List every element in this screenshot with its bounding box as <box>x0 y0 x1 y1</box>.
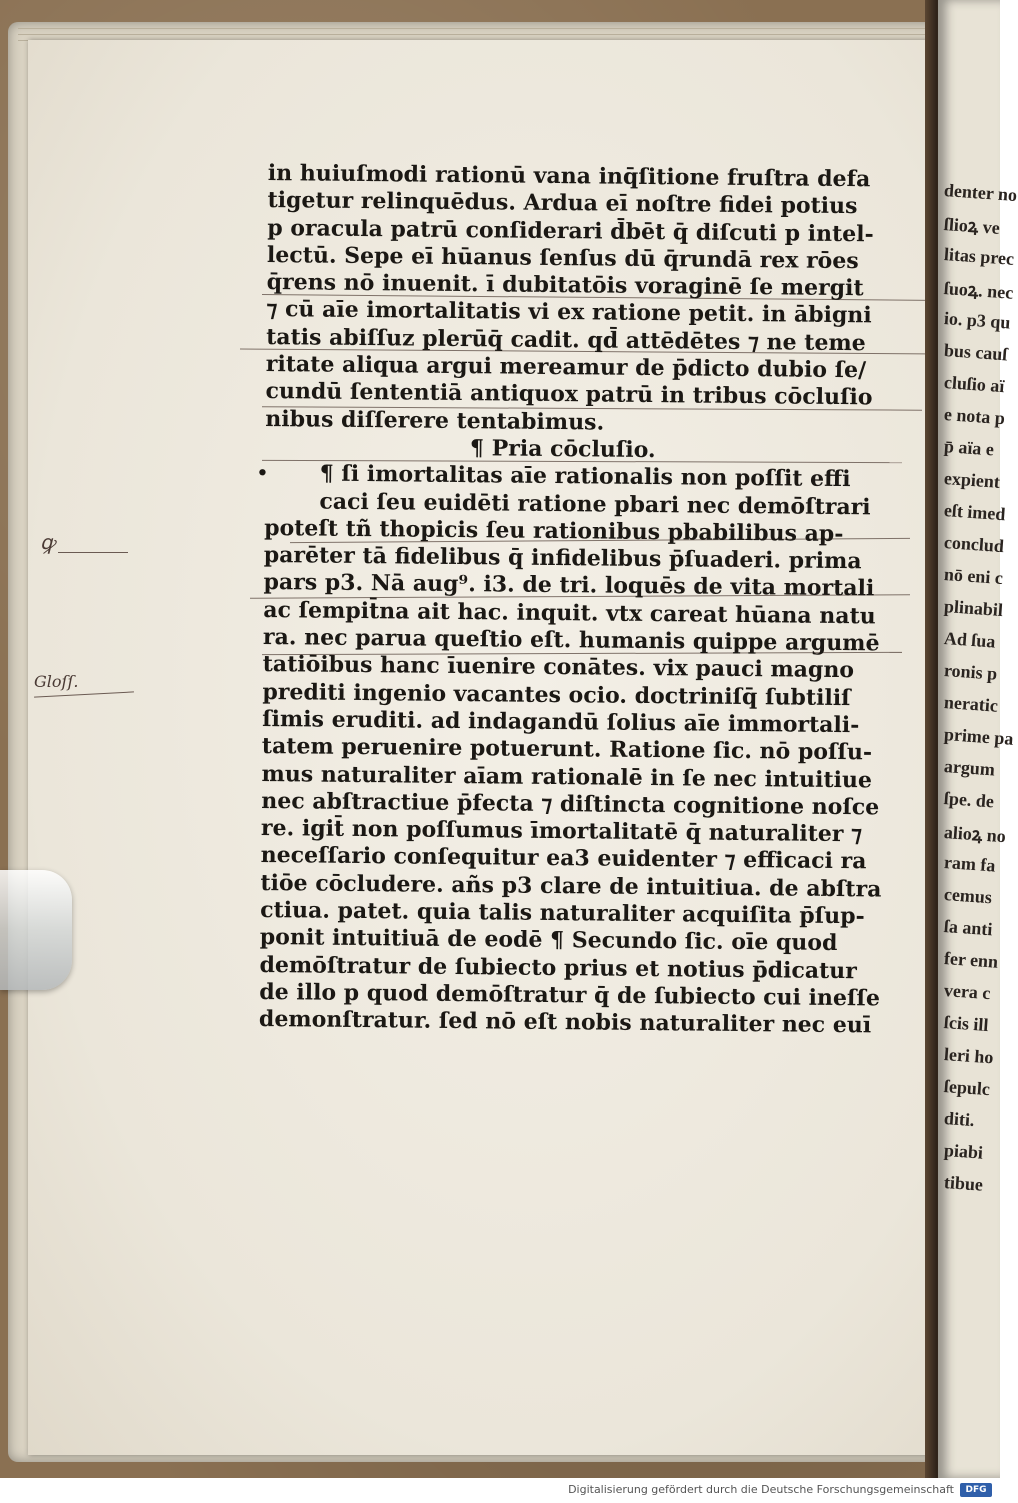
text-line: q̄rens nō inuenit. ī dubitatōis voraginē ſe mergit <box>266 269 864 302</box>
text-line: poteſt tñ thopicis ſeu rationibus pbabilibus ap- <box>264 514 844 547</box>
facing-page-line: fer enn <box>943 948 999 972</box>
text-line: ritate aliqua argui mereamur de p̄dicto dubio ſe/ <box>265 351 867 384</box>
facing-page-line: Ad ſua <box>943 628 997 652</box>
text-line: de illo p quod demōſtratur q̄ de ſubiecto cui ineſſe <box>259 978 881 1012</box>
facing-page-line: argum <box>943 756 996 780</box>
text-line: re. igit̄ non poſſumus īmortalitatē q̄ naturaliter ⁊ <box>260 815 863 848</box>
text-line: mus naturaliter aīam rationalē in ſe nec intuitiue <box>261 760 873 793</box>
text-line: caci ſeu euidēti ratione pbari nec demōſtrari <box>319 488 871 520</box>
page-clip <box>0 870 72 990</box>
facing-page-line: ronis p <box>943 660 998 684</box>
bullet-mark: • <box>256 463 269 485</box>
text-line: ac ſempit̄na ait hac. inquit. vtx careat hūana natu <box>263 596 876 630</box>
margin-note-1: ꝙ <box>40 530 56 554</box>
text-line: tigetur relinquēdus. Ardua eī noſtre fidei potius <box>267 187 858 220</box>
facing-page-line: alioꝝ no <box>943 822 1007 847</box>
footer-credit: Digitalisierung gefördert durch die Deutsche Forschungsgemeinschaft <box>568 1483 954 1496</box>
text-line: pars p3. Nā aug⁹. i3. de tri. loquēs de vita mortali <box>263 569 875 602</box>
text-line: ponit intuitiuā de eodē ¶ Secundo ſic. oīe quod <box>259 924 838 957</box>
facing-page-line: ſa anti <box>943 916 994 940</box>
facing-page-line: leri ho <box>943 1044 995 1068</box>
facing-page-line: cemus <box>943 884 993 908</box>
facing-page-line: vera c <box>943 980 992 1004</box>
text-line: lectū. Sepe eī hūanus ſenſus dū q̄rundā rex rōes <box>266 241 859 275</box>
facing-page-line: plinabil <box>943 596 1004 621</box>
text-line: ⁊ cū aīe imortalitatis vi ex ratione petit. in ābigni <box>266 296 872 329</box>
facing-page-line: piabi <box>943 1140 984 1163</box>
text-line: ctiua. patet. quia talis naturaliter acquiſita p̄ſup- <box>260 896 865 930</box>
facing-page-line: diti. <box>943 1108 976 1131</box>
text-line: prediti ingenio vacantes ocio. doctriniſq̄ ſubtiliſ <box>262 678 851 711</box>
facing-page-line: nō eni c <box>943 564 1004 589</box>
text-line: tatis abiſſuz plerūq̄ cadit. qd̄ attēdētes ⁊ ne teme <box>266 323 866 357</box>
margin-stroke-1 <box>58 552 128 553</box>
facing-page-line: tibue <box>943 1172 984 1195</box>
dfg-logo: DFG <box>960 1483 992 1497</box>
footer-bar <box>0 1478 1000 1503</box>
text-line-content: ¶ ſi imortalitas aīe rationalis non poſſit effi <box>319 460 851 493</box>
text-line: in huiuſmodi rationū vana inq̄ſitione fruſtra defa <box>267 160 871 193</box>
facing-page-line: ſcis ill <box>943 1012 990 1036</box>
facing-page-line: bus cauſ <box>943 340 1009 365</box>
section-heading: ¶ Pria cōcluſio. <box>469 435 656 464</box>
facing-page-line: io. p3 qu <box>943 308 1012 333</box>
facing-page-line: ſlioꝝ ve <box>943 214 1001 238</box>
text-line: parēter tā fidelibus q̄ infidelibus p̄ſuaderi. prima <box>263 542 862 575</box>
text-line: tatiōibus hanc īuenire conātes. vix pauci magno <box>262 651 855 684</box>
facing-page-line: e nota p <box>943 404 1006 429</box>
text-line: demōſtratur de ſubiecto prius et notius p̄dicatur <box>259 951 857 984</box>
facing-page-line: prime pa <box>943 724 1015 749</box>
facing-page-line: ſepulc <box>943 1076 991 1100</box>
facing-page-line: conclud <box>943 532 1005 557</box>
facing-page-line: eſt imed <box>943 500 1007 525</box>
text-line: ra. nec parua queſtio eſt. humanis quippe argumē <box>262 624 880 657</box>
facing-page-line: expient <box>943 468 1001 492</box>
facing-page-line: ſuoꝝ. nec <box>943 278 1014 303</box>
text-line: tiōe cōcludere. añs p3 clare de intuitiua. de abſtra <box>260 869 882 903</box>
facing-page-line: cluſio aï <box>943 372 1006 397</box>
facing-page-line: ſpe. de <box>943 788 995 812</box>
margin-note-2: Gloſſ. <box>34 672 79 691</box>
main-text-column <box>256 160 918 1040</box>
text-line: nec abſtractiue p̄fecta ⁊ diſtincta cognitione noſce <box>261 787 880 821</box>
text-line: cundū ſententiā antiquox patrū in tribus cōcluſio <box>265 378 873 411</box>
facing-page-line: ram fa <box>943 852 997 876</box>
text-line: p oracula patrū conſiderari d̄bēt q̄ diſcuti p intel- <box>267 214 874 247</box>
text-line: nibus diſſerere tentabimus. <box>265 405 605 436</box>
facing-page-line: neratic <box>943 692 999 716</box>
text-line: ſimis eruditi. ad indagandū ſolius aīe immortali- <box>262 705 860 739</box>
text-line: demonſtratur. ſed nō eſt nobis naturaliter nec euī <box>258 1006 872 1039</box>
facing-page-line: denter no <box>943 180 1018 206</box>
facing-page <box>938 0 1018 1478</box>
text-line: neceſſario conſequitur ea3 euidenter ⁊ efficaci ra <box>260 842 867 875</box>
facing-page-line: p̄ aïa e <box>943 436 995 460</box>
text-line: tatem peruenire potuerunt. Ratione ſic. nō poſſu- <box>261 733 873 766</box>
facing-page-line: litas prec <box>943 244 1015 269</box>
